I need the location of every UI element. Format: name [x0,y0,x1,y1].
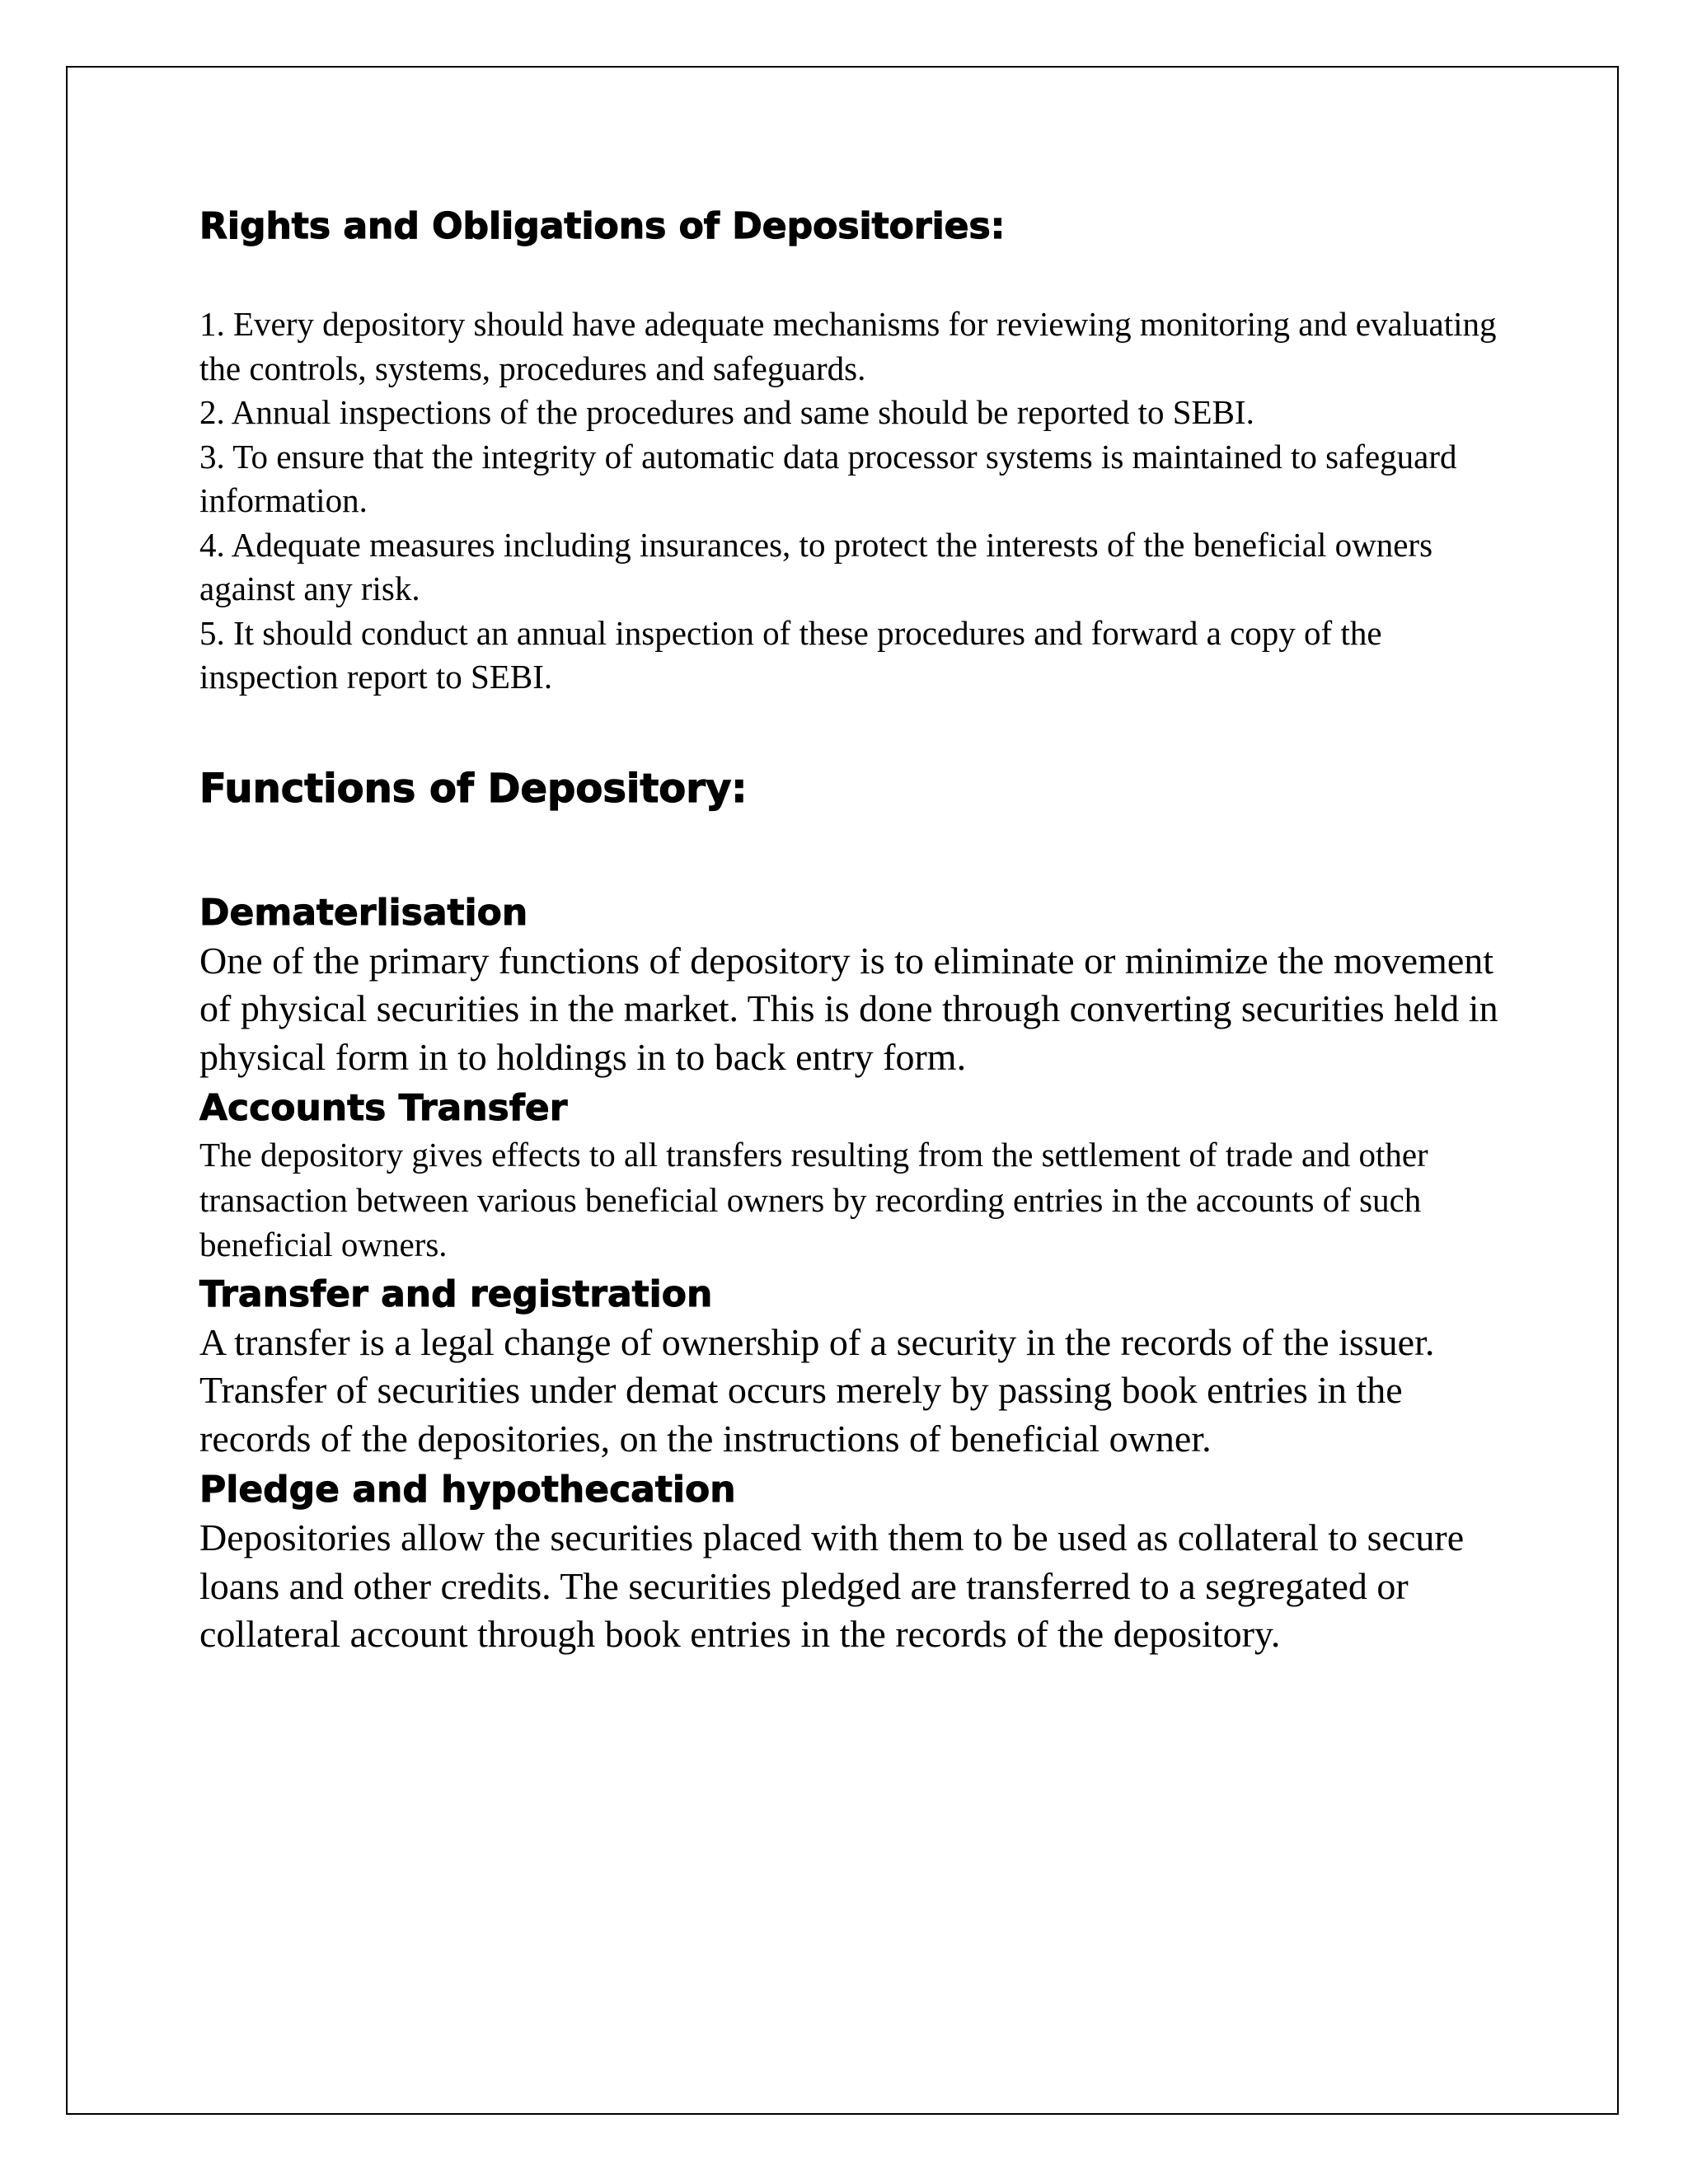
section-heading-functions: Functions of Depository: [199,765,748,812]
obligation-item-1: 1. Every depository should have adequate mechanisms for reviewing monitoring and evaluating the controls, systems, procedures and safeguards. [199,305,1497,387]
function-text-dematerlisation: One of the primary functions of depository is to eliminate or minimize the movement of physical securities in the market. This is done through converting securities held in physical form in to holdings in to back entry form. [199,939,1498,1078]
obligations-list [199,302,1510,700]
obligation-item-2: 2. Annual inspections of the procedures and same should be reported to SEBI. [199,393,1254,431]
obligation-item-5: 5. It should conduct an annual inspection of these procedures and forward a copy of the inspection report to SEBI. [199,613,1382,696]
function-title-dematerlisation: Dematerlisation [199,891,528,934]
document-body [199,202,1510,1659]
obligation-item-4: 4. Adequate measures including insurances, to protect the interests of the beneficial owners against any risk. [199,525,1433,607]
obligation-item-3: 3. To ensure that the integrity of automatic data processor systems is maintained to safeguard information. [199,437,1457,519]
function-title-transfer-registration: Transfer and registration [199,1272,713,1315]
function-text-accounts-transfer: The depository gives effects to all transfers resulting from the settlement of trade and other transaction between various beneficial owners by recording entries in the accounts of such beneficial owners. [199,1136,1428,1263]
function-text-transfer-registration: A transfer is a legal change of ownership of a security in the records of the issuer. Transfer of securities under demat occurs merely by passing book entries in the records of the depositories, on the instructions of beneficial owner. [199,1320,1435,1460]
function-title-pledge-hypothecation: Pledge and hypothecation [199,1469,736,1511]
function-text-pledge-hypothecation: Depositories allow the securities placed with them to be used as collateral to secure loans and other credits. The securities pledged are transferred to a segregated or collateral account through book entries in the records of the depository. [199,1516,1465,1655]
section-heading-rights-obligations: Rights and Obligations of Depositories: [199,205,1006,247]
functions-list [199,889,1510,1659]
function-title-accounts-transfer: Accounts Transfer [199,1087,568,1129]
